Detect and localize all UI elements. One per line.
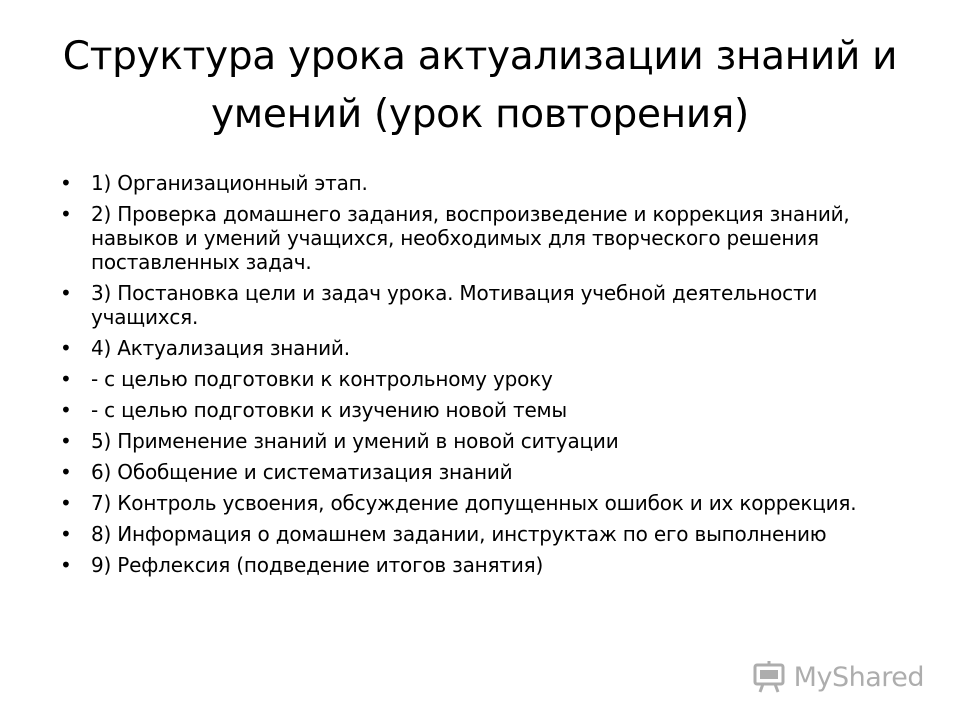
bullet-dot: • (60, 429, 72, 453)
myshared-watermark (752, 660, 924, 694)
list-item (60, 522, 910, 546)
list-item (60, 429, 910, 453)
list-item (60, 171, 910, 195)
list-item-text: 4) Актуализация знаний. (91, 336, 350, 360)
bullet-dot: • (60, 281, 72, 305)
bullet-list (60, 171, 910, 584)
list-item (60, 336, 910, 360)
list-item-text: 2) Проверка домашнего задания, воспроизведение и коррекция знаний, навыков и умений учащихся, необходимых для творческого решения поставленных задач. (91, 202, 850, 274)
list-item (60, 491, 910, 515)
watermark-text: MyShared (793, 661, 924, 693)
list-item (60, 460, 910, 484)
list-item-text: 7) Контроль усвоения, обсуждение допущенных ошибок и их коррекция. (91, 491, 857, 515)
bullet-dot: • (60, 522, 72, 546)
slide-title: Структура урока актуализации знаний и умений (урок повторения) (62, 34, 898, 137)
bullet-dot: • (60, 202, 72, 226)
list-item-text: 6) Обобщение и систематизация знаний (91, 460, 513, 484)
list-item (60, 281, 910, 329)
list-item-text: 5) Применение знаний и умений в новой ситуации (91, 429, 619, 453)
list-item-text: - с целью подготовки к изучению новой темы (91, 398, 568, 422)
list-item-text: 3) Постановка цели и задач урока. Мотивация учебной деятельности учащихся. (91, 281, 818, 329)
list-item-text: - с целью подготовки к контрольному уроку (91, 367, 553, 391)
list-item (60, 202, 910, 274)
list-item (60, 367, 910, 391)
bullet-dot: • (60, 398, 72, 422)
list-item-text: 8) Информация о домашнем задании, инструктаж по его выполнению (91, 522, 827, 546)
list-item-text: 9) Рефлексия (подведение итогов занятия) (91, 553, 544, 577)
bullet-dot: • (60, 367, 72, 391)
bullet-dot: • (60, 336, 72, 360)
list-item (60, 398, 910, 422)
list-item (60, 553, 910, 577)
bullet-dot: • (60, 491, 72, 515)
presentation-board-icon (752, 660, 786, 694)
list-item-text: 1) Организационный этап. (91, 171, 368, 195)
bullet-dot: • (60, 553, 72, 577)
bullet-dot: • (60, 171, 72, 195)
bullet-dot: • (60, 460, 72, 484)
